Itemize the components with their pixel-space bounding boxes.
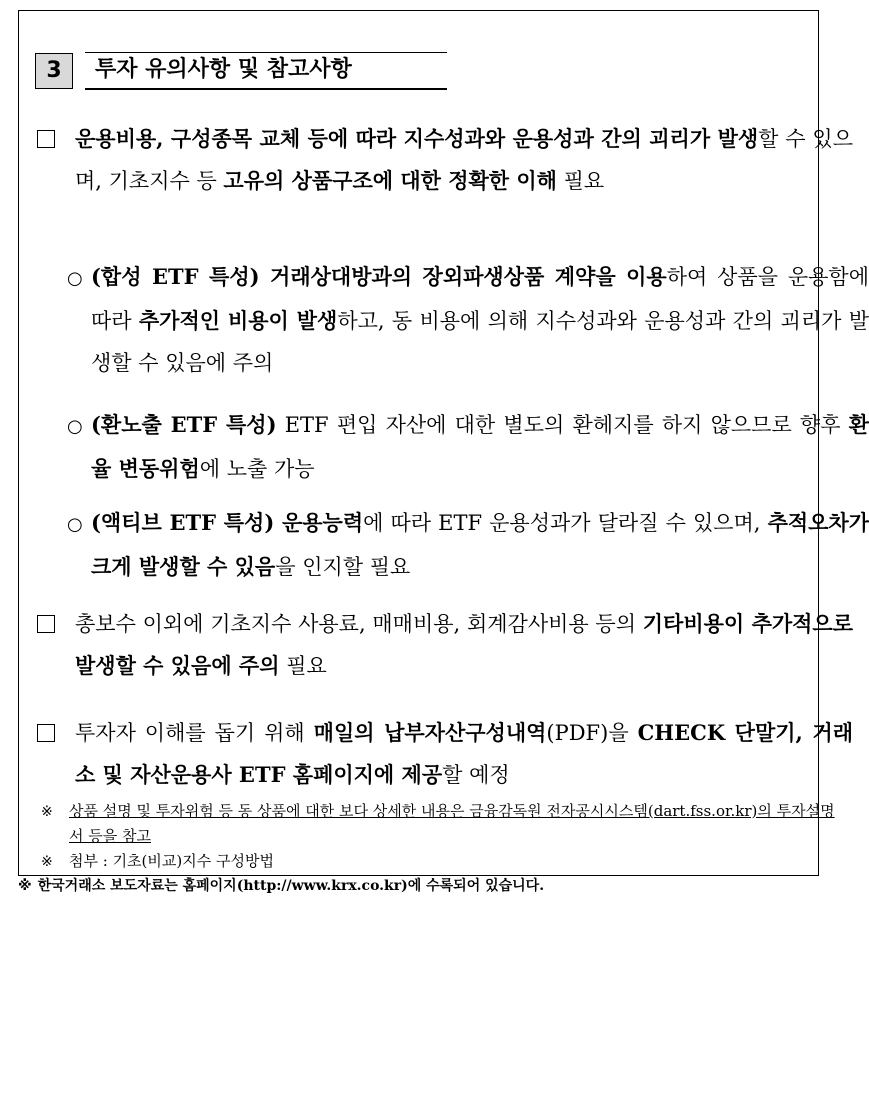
item-text: 할 예정 xyxy=(442,763,510,787)
item-text-bold: (합성 ETF 특성) 거래상대방과의 장외파생상품 계약을 이용 xyxy=(91,264,667,289)
footer-notice xyxy=(18,875,544,897)
content-frame xyxy=(18,10,869,876)
reference-mark-icon: ※ xyxy=(41,804,53,820)
checkbox-square-icon xyxy=(35,118,75,160)
item-text-bold: 추가적인 비용이 발생 xyxy=(138,308,338,333)
item-text: 총보수 이외에 기초지수 사용료, 매매비용, 회계감사비용 등의 xyxy=(75,612,643,636)
sub-item-fx-exposed-etf xyxy=(35,404,869,490)
section-number: 3 xyxy=(35,53,73,89)
checkbox-square-icon xyxy=(35,603,75,645)
item-text: 하여 상품을 운용함에 따라 xyxy=(91,265,869,333)
item-text-bold: (환노출 ETF 특성) xyxy=(91,412,277,437)
circle-bullet-icon: ○ xyxy=(67,268,83,289)
note-text: 상품 설명 및 투자위험 등 동 상품에 대한 보다 상세한 내용은 금융감독원 전자공시시스템(dart.fss.or.kr)의 투자설명서 등을 참고 xyxy=(69,802,835,845)
circle-bullet-icon: ○ xyxy=(67,416,83,437)
item-text: 필요 xyxy=(556,169,605,193)
checkbox-square-icon xyxy=(35,712,75,754)
sub-item-active-etf xyxy=(35,502,869,588)
footer-text: 한국거래소 보도자료는 홈페이지(http://www.krx.co.kr)에 수록되어 있습니다. xyxy=(37,878,545,894)
note-text: 첨부 : 기초(비교)지수 구성방법 xyxy=(69,852,274,870)
item-text: ETF 편입 자산에 대한 별도의 환헤지를 하지 않으므로 향후 xyxy=(276,413,849,437)
item-text-bold: 매일의 납부자산구성내역 xyxy=(313,720,547,745)
reference-mark-icon: ※ xyxy=(41,854,53,870)
note-prospectus xyxy=(41,799,841,848)
item-text-bold: 고유의 상품구조에 대한 정확한 이해 xyxy=(223,168,557,193)
item-text-bold: 추적오차가 크게 발생할 수 있음 xyxy=(91,510,869,579)
bullet-item-operating-costs xyxy=(35,118,853,202)
item-text-bold: (액티브 ETF 특성) 운용능력 xyxy=(91,510,364,535)
item-text-bold: 기타비용이 추가적으로 발생할 수 있음에 주의 xyxy=(75,611,853,678)
item-text-bold: CHECK 단말기, 거래소 및 자산운용사 ETF 홈페이지에 제공 xyxy=(75,720,853,787)
item-text-bold: 환율 변동위험 xyxy=(91,412,869,481)
note-attachment xyxy=(41,849,841,874)
reference-mark-icon: ※ xyxy=(18,878,32,894)
item-text: 을 인지할 필요 xyxy=(275,555,411,579)
item-text: 하고, 동 비용에 의해 지수성과와 운용성과 간의 괴리가 발생할 수 있음에 주의 xyxy=(91,309,869,375)
circle-bullet-icon: ○ xyxy=(67,514,83,535)
item-text: 할 수 있으며, 기초지수 등 xyxy=(75,127,853,193)
section-title: 투자 유의사항 및 참고사항 xyxy=(85,52,447,90)
item-text: 에 노출 가능 xyxy=(199,457,315,481)
bullet-item-other-costs xyxy=(35,603,853,687)
item-text: 에 따라 ETF 운용성과가 달라질 수 있으며, xyxy=(363,511,768,535)
item-text-bold: 운용비용, 구성종목 교체 등에 따라 지수성과와 운용성과 간의 괴리가 발생 xyxy=(75,126,759,151)
item-text: (PDF)을 xyxy=(546,721,638,745)
item-text: 투자자 이해를 돕기 위해 xyxy=(75,721,314,745)
bullet-item-pdf-disclosure xyxy=(35,712,853,796)
sub-item-synthetic-etf xyxy=(35,256,869,384)
item-text: 필요 xyxy=(279,654,327,678)
